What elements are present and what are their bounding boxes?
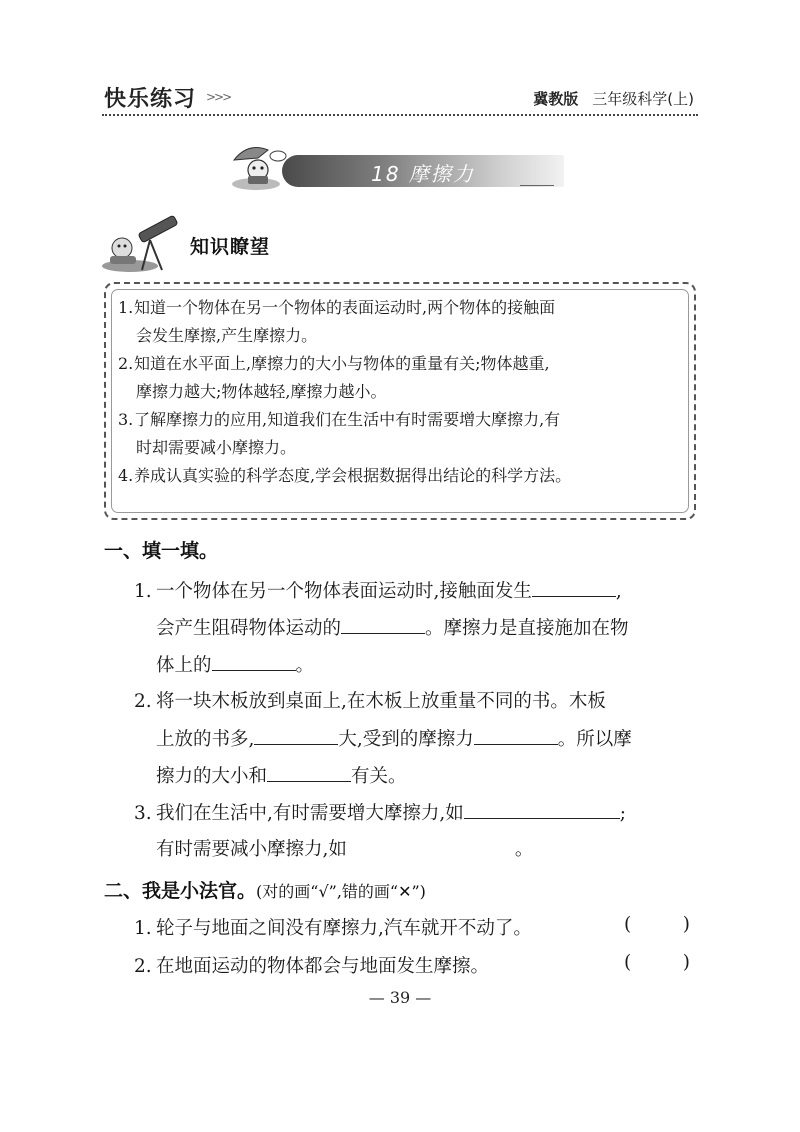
lesson-title-banner	[282, 155, 564, 187]
question-1-line-2: 会产生阻碍物体运动的 。摩擦力是直接施加在物	[156, 613, 629, 640]
answer-blank[interactable]	[212, 650, 296, 671]
question-1-line-1: 1. 一个物体在另一个物体表面运动时,接触面发生 ,	[134, 576, 622, 603]
answer-blank[interactable]	[267, 761, 351, 782]
answer-blank[interactable]	[532, 576, 616, 597]
judge-answer-2[interactable]: ( )	[624, 952, 690, 973]
objective-4: 4.养成认真实验的科学态度,学会根据数据得出结论的科学方法。	[118, 466, 572, 485]
question-1-line-3: 体上的 。	[156, 650, 314, 677]
knowledge-title: 知识瞭望	[190, 236, 271, 258]
question-2-line-1: 2. 将一块木板放到桌面上,在木板上放重量不同的书。木板	[134, 691, 606, 712]
page-header	[102, 78, 698, 116]
judge-item-1: 1. 轮子与地面之间没有摩擦力,汽车就开不动了。	[134, 918, 532, 939]
brand-arrows: >>>	[206, 90, 231, 104]
answer-blank[interactable]	[464, 798, 620, 819]
answer-blank[interactable]	[254, 724, 338, 745]
publisher-label: 冀教版	[533, 90, 579, 108]
question-3-line-1: 3. 我们在生活中,有时需要增大摩擦力,如 ;	[134, 798, 626, 825]
section-2-title: 二、我是小法官。(对的画“√”,错的画“✕”)	[104, 880, 426, 902]
answer-blank[interactable]	[474, 724, 558, 745]
objectives-box	[104, 282, 696, 520]
objective-3: 3.了解摩擦力的应用,知道我们在生活中有时需要增大摩擦力,有 时却需要减小摩擦力。	[118, 410, 561, 457]
question-2-line-3: 擦力的大小和 有关。	[156, 761, 407, 788]
edition-info	[533, 88, 694, 109]
lesson-title: 18 摩擦力	[371, 162, 475, 186]
question-3-line-2: 有时需要减小摩擦力,如 。	[156, 839, 534, 860]
objective-1: 1.知道一个物体在另一个物体的表面运动时,两个物体的接触面 会发生摩擦,产生摩擦力。	[118, 298, 556, 345]
answer-blank[interactable]	[341, 613, 425, 634]
mascot-icon	[228, 140, 290, 192]
section-1-title: 一、填一填。	[104, 540, 219, 562]
grade-label: 三年级科学(上)	[592, 90, 694, 108]
telescope-icon	[100, 212, 188, 274]
objective-2: 2.知道在水平面上,摩擦力的大小与物体的重量有关;物体越重, 摩擦力越大;物体越轻,摩擦力越小。	[118, 354, 550, 401]
brand-title: 快乐练习	[104, 87, 197, 112]
judge-item-2: 2. 在地面运动的物体都会与地面发生摩擦。	[134, 956, 490, 977]
judge-answer-1[interactable]: ( )	[624, 914, 690, 935]
banner-underline	[520, 185, 554, 186]
question-2-line-2: 上放的书多, 大,受到的摩擦力 。所以摩	[156, 724, 632, 751]
page-number: — 39 —	[368, 988, 432, 1007]
